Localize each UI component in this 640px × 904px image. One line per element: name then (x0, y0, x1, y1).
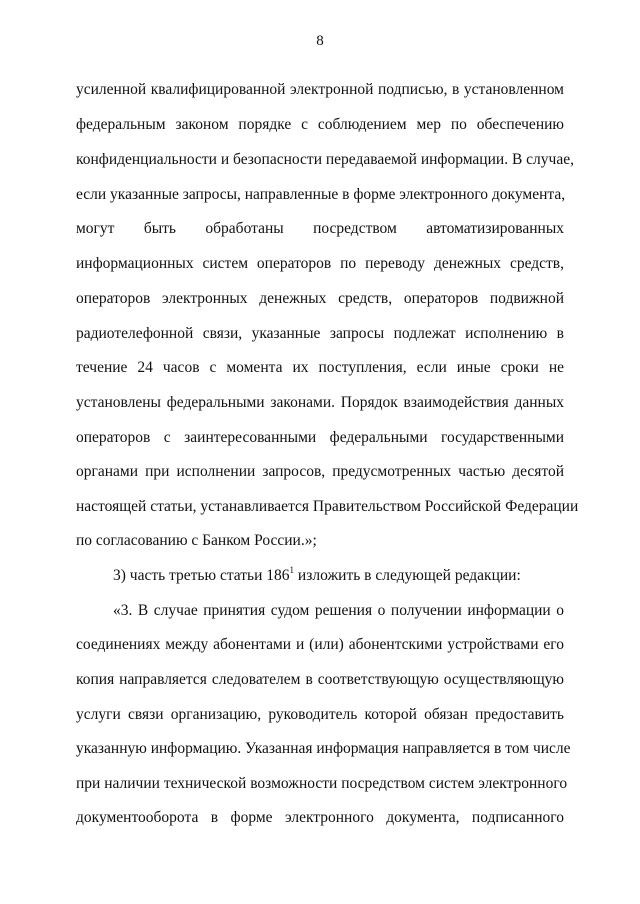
text-line: документооборота в форме электронного документа, подписанного (76, 809, 564, 826)
text-line: настоящей статьи, устанавливается Правительством Российской Федерации (76, 498, 579, 515)
text-line: соединениях между абонентами и (или) абонентскими устройствами его (76, 636, 564, 653)
text-line: могут быть обработаны посредством автоматизированных (76, 220, 564, 237)
text-line: копия направляется следователем в соответствующую осуществляющую (76, 671, 564, 688)
text-line: по согласованию с Банком России.»; (76, 532, 317, 549)
text-line: радиотелефонной связи, указанные запросы подлежат исполнению в (76, 325, 564, 342)
text-line: федеральным законом порядке с соблюдением мер по обеспечению (76, 116, 564, 133)
text-line: если указанные запросы, направленные в форме электронного документа, (76, 186, 566, 203)
article-superscript: 1 (289, 565, 295, 575)
text-line: операторов с заинтересованными федеральными государственными (76, 429, 564, 446)
text-line: усиленной квалифицированной электронной подписью, в установленном (76, 81, 564, 98)
text-line: услуги связи организацию, руководитель которой обязан предоставить (76, 706, 564, 723)
amendment-text-end: изложить в следующей редакции: (294, 567, 521, 584)
text-line: информационных систем операторов по переводу денежных средств, (76, 255, 564, 272)
text-line: операторов электронных денежных средств, операторов подвижной (76, 290, 564, 307)
text-line: при наличии технической возможности посредством систем электронного (76, 775, 568, 792)
text-line: «3. В случае принятия судом решения о получении информации о (113, 602, 564, 619)
amendment-item (113, 566, 564, 586)
text-line: органами при исполнении запросов, предусмотренных частью десятой (76, 463, 564, 480)
amendment-text-start: 3) часть третью статьи 186 (113, 567, 290, 584)
text-line: указанную информацию. Указанная информация направляется в том числе (76, 740, 571, 757)
text-line: конфиденциальности и безопасности передаваемой информации. В случае, (76, 151, 574, 168)
page-number: 8 (316, 33, 324, 49)
text-line: течение 24 часов с момента их поступления, если иные сроки не (76, 359, 564, 376)
text-line: установлены федеральными законами. Порядок взаимодействия данных (76, 394, 564, 411)
